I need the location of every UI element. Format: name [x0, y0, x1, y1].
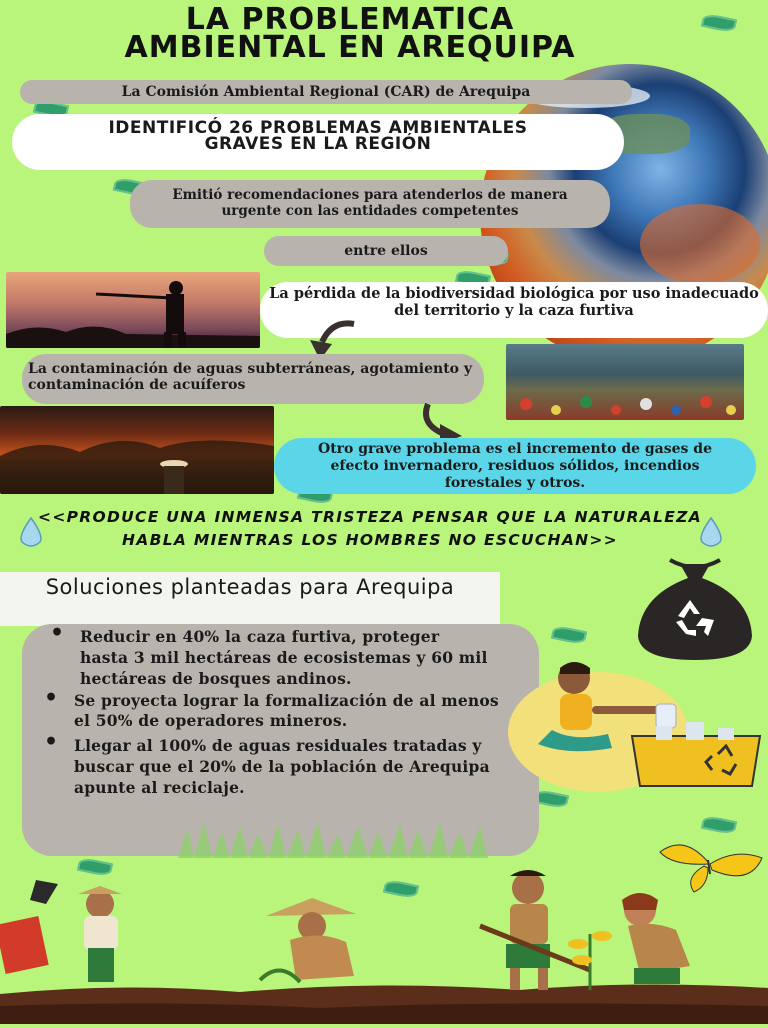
leaf-icon	[701, 815, 737, 836]
solution-item: • Llegar al 100% de aguas residuales tratadas y buscar que el 20% de la población de Arequipa apunte al reciclaje.	[74, 735, 504, 798]
polluted-water-photo	[506, 344, 744, 420]
hunter-photo	[6, 272, 260, 348]
solution-item: • Se proyecta lograr la formalización de al menos el 50% de operadores mineros.	[74, 691, 504, 731]
recycle-bin-icon	[626, 720, 766, 790]
recycle-bag-icon	[630, 556, 760, 662]
recycling-child-illustration	[508, 656, 768, 796]
problem-greenhouse: Otro grave problema es el incremento de gases de efecto invernadero, residuos sólidos, incendios forestales y otros.	[274, 438, 756, 494]
car-label: La Comisión Ambiental Regional (CAR) de Arequipa	[20, 80, 632, 104]
problem-biodiversity: La pérdida de la biodiversidad biológica por uso inadecuado del territorio y la caza furtiva	[260, 282, 768, 338]
solutions-title: Soluciones planteadas para Arequipa	[0, 572, 500, 626]
quote-text: <<PRODUCE UNA INMENSA TRISTEZA PENSAR QUE LA NATURALEZA HABLA MIENTRAS LOS HOMBRES NO ESCUCHAN>>	[38, 508, 702, 549]
planting-kids-illustration	[0, 860, 768, 1024]
problem-groundwater: La contaminación de aguas subterráneas, agotamiento y contaminación de acuíferos	[22, 354, 484, 404]
solution-item: • Reducir en 40% la caza furtiva, proteger hasta 3 mil hectáreas de ecosistemas y 60 mil hectáreas de bosques andinos.	[80, 626, 490, 689]
page-title: LA PROBLEMATICA AMBIENTAL EN AREQUIPA	[124, 2, 576, 65]
leaf-icon	[701, 13, 737, 34]
grass-decoration	[178, 818, 498, 858]
leaf-icon	[551, 625, 587, 646]
identified-box: IDENTIFICÓ 26 PROBLEMAS AMBIENTALES GRAVES EN LA REGIÓN	[12, 114, 624, 170]
recommendations-label: Emitió recomendaciones para atenderlos de manera urgente con las entidades competentes	[130, 180, 610, 228]
forest-fire-photo	[0, 406, 274, 494]
among-them-label: entre ellos	[264, 236, 508, 266]
